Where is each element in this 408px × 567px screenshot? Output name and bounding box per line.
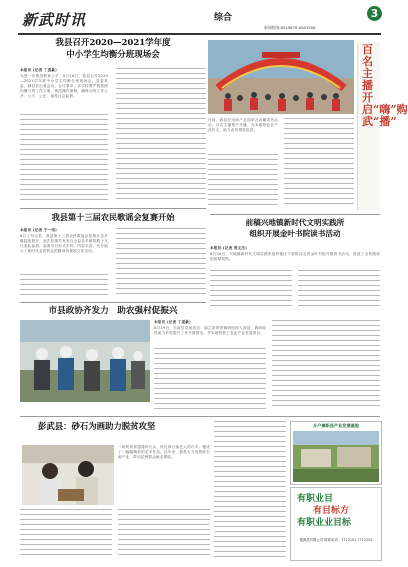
cppcc-inspection-photo bbox=[20, 320, 150, 402]
article-reading-activity bbox=[210, 218, 380, 314]
side-title-text: 百名主播开启“嗨”购武“播” bbox=[362, 43, 408, 128]
article-school-balance bbox=[20, 38, 206, 206]
divider bbox=[210, 214, 380, 215]
article-title: 我县召开2020—2021学年度 bbox=[55, 38, 171, 48]
article-byline: 本报讯 (记者 丁道豪) bbox=[154, 320, 191, 324]
article-body-continued bbox=[20, 274, 108, 298]
advertisement-recruitment bbox=[290, 487, 382, 561]
livestream-side-title bbox=[357, 42, 408, 210]
divider bbox=[20, 302, 206, 303]
cppcc-photo-graphic bbox=[20, 320, 150, 402]
article-folk-song-contest bbox=[20, 212, 206, 300]
article-subtitle: 组织开展金叶书院读书活动 bbox=[249, 229, 341, 238]
masthead-contact: 新闻热线:6549878 6563266 bbox=[264, 25, 316, 30]
article-body: 一块块普普通通的石头，经过砂石画艺人的巧手，便成了一幅幅精美的艺术作品。近年来，我县大力发展砂石画产业，带动贫困群众就业增收。 bbox=[118, 445, 210, 459]
article-body-column-2 bbox=[284, 118, 354, 208]
article-body: 为进一步推进教育公平，8月16日，我县召开2020—2021学年度中小学生均衡分班现场会。县委常委、副县长出席会议。会议要求，各学校要严格按照均衡分班工作方案，规范操作流程，确保分班工作公开、公平、公正，接受社会监督。 bbox=[20, 74, 108, 98]
article-byline: 本报讯 (记者 丁道豪) bbox=[20, 68, 57, 72]
article-body: 8月上旬以来，我县第十三届农民歌谣会复赛在各乡镇陆续展开。此次复赛共有来自全县各乡镇的数十支代表队参加，参赛节目形式多样、内容丰富，充分展示了新时代农民群众的精神风貌和文化自信。 bbox=[20, 234, 108, 253]
article-body-continued bbox=[20, 509, 112, 555]
page-number: 3 bbox=[370, 7, 379, 20]
livestream-photo-graphic bbox=[208, 40, 354, 114]
divider bbox=[20, 208, 206, 209]
masthead-title: 新武时讯 bbox=[22, 11, 87, 29]
article-body-continued bbox=[208, 154, 278, 208]
cppcc-article-title: 市县政协齐发力 助农强村促振兴 bbox=[48, 306, 178, 316]
ad-headline-1: 有职业目 bbox=[297, 494, 334, 504]
ad-headline-3: 有职业业目标 bbox=[297, 518, 352, 528]
article-body-continued bbox=[20, 114, 108, 202]
article-title: 我县第十三届农民歌谣会复赛开始 bbox=[51, 212, 175, 222]
sand-painting-article-title: 彭武县：砂石为画助力脱贫攻坚 bbox=[38, 421, 156, 431]
article-byline: 本报讯 (记者 贾文杰) bbox=[210, 246, 247, 250]
ad-footer: 德源县有限公司 联系电话：7712101 7712102 bbox=[299, 538, 373, 542]
article-continued-column bbox=[214, 421, 286, 557]
masthead-rule bbox=[18, 33, 381, 35]
page-number-badge bbox=[367, 6, 382, 21]
divider bbox=[20, 416, 380, 417]
article-subtitle: 中小学生均衡分班现场会 bbox=[66, 50, 160, 60]
article-body-continued bbox=[154, 348, 266, 410]
article-sand-painting bbox=[20, 445, 210, 557]
section-label: 综合 bbox=[214, 13, 233, 23]
article-byline: 本报讯 (记者 宁一伟) bbox=[20, 228, 57, 232]
article-body-column-2 bbox=[298, 270, 380, 310]
article-body-continued bbox=[210, 270, 292, 310]
ad-headline-2: 有目标方 bbox=[313, 506, 350, 516]
article-title: 前稿兴地镇新时代文明实践所 bbox=[245, 218, 345, 227]
article-body: 日前，我县在电商产业园举办直播带货活动，百名主播集中开播，为本地特色农产品代言，助力农民增收致富。 bbox=[208, 118, 278, 132]
masthead bbox=[18, 6, 386, 34]
article-body-column-2 bbox=[116, 68, 206, 202]
article-body-column-2 bbox=[118, 509, 210, 555]
article-body: 8月19日，市政协党组成员、副主席带领调研组深入我县，调研政协助力乡村振兴工作开展情况，并实地察看了农业产业发展项目。 bbox=[154, 326, 266, 335]
article-body-column-2 bbox=[116, 228, 206, 298]
livestream-event-photo bbox=[208, 40, 354, 114]
article-livestream bbox=[208, 118, 354, 208]
advertisement-industry-base bbox=[290, 421, 382, 485]
ad-title: 乡户兼职县产业发展基地 bbox=[312, 423, 360, 428]
article-body: 8月20日，兴地镇新时代文明实践所组织辖区干部群众走进金叶书院开展读书活动，营造了全民阅读的浓厚氛围。 bbox=[210, 252, 380, 261]
ad-photo bbox=[293, 431, 379, 482]
article-body-column-2 bbox=[272, 320, 380, 410]
article-cppcc bbox=[154, 320, 380, 414]
